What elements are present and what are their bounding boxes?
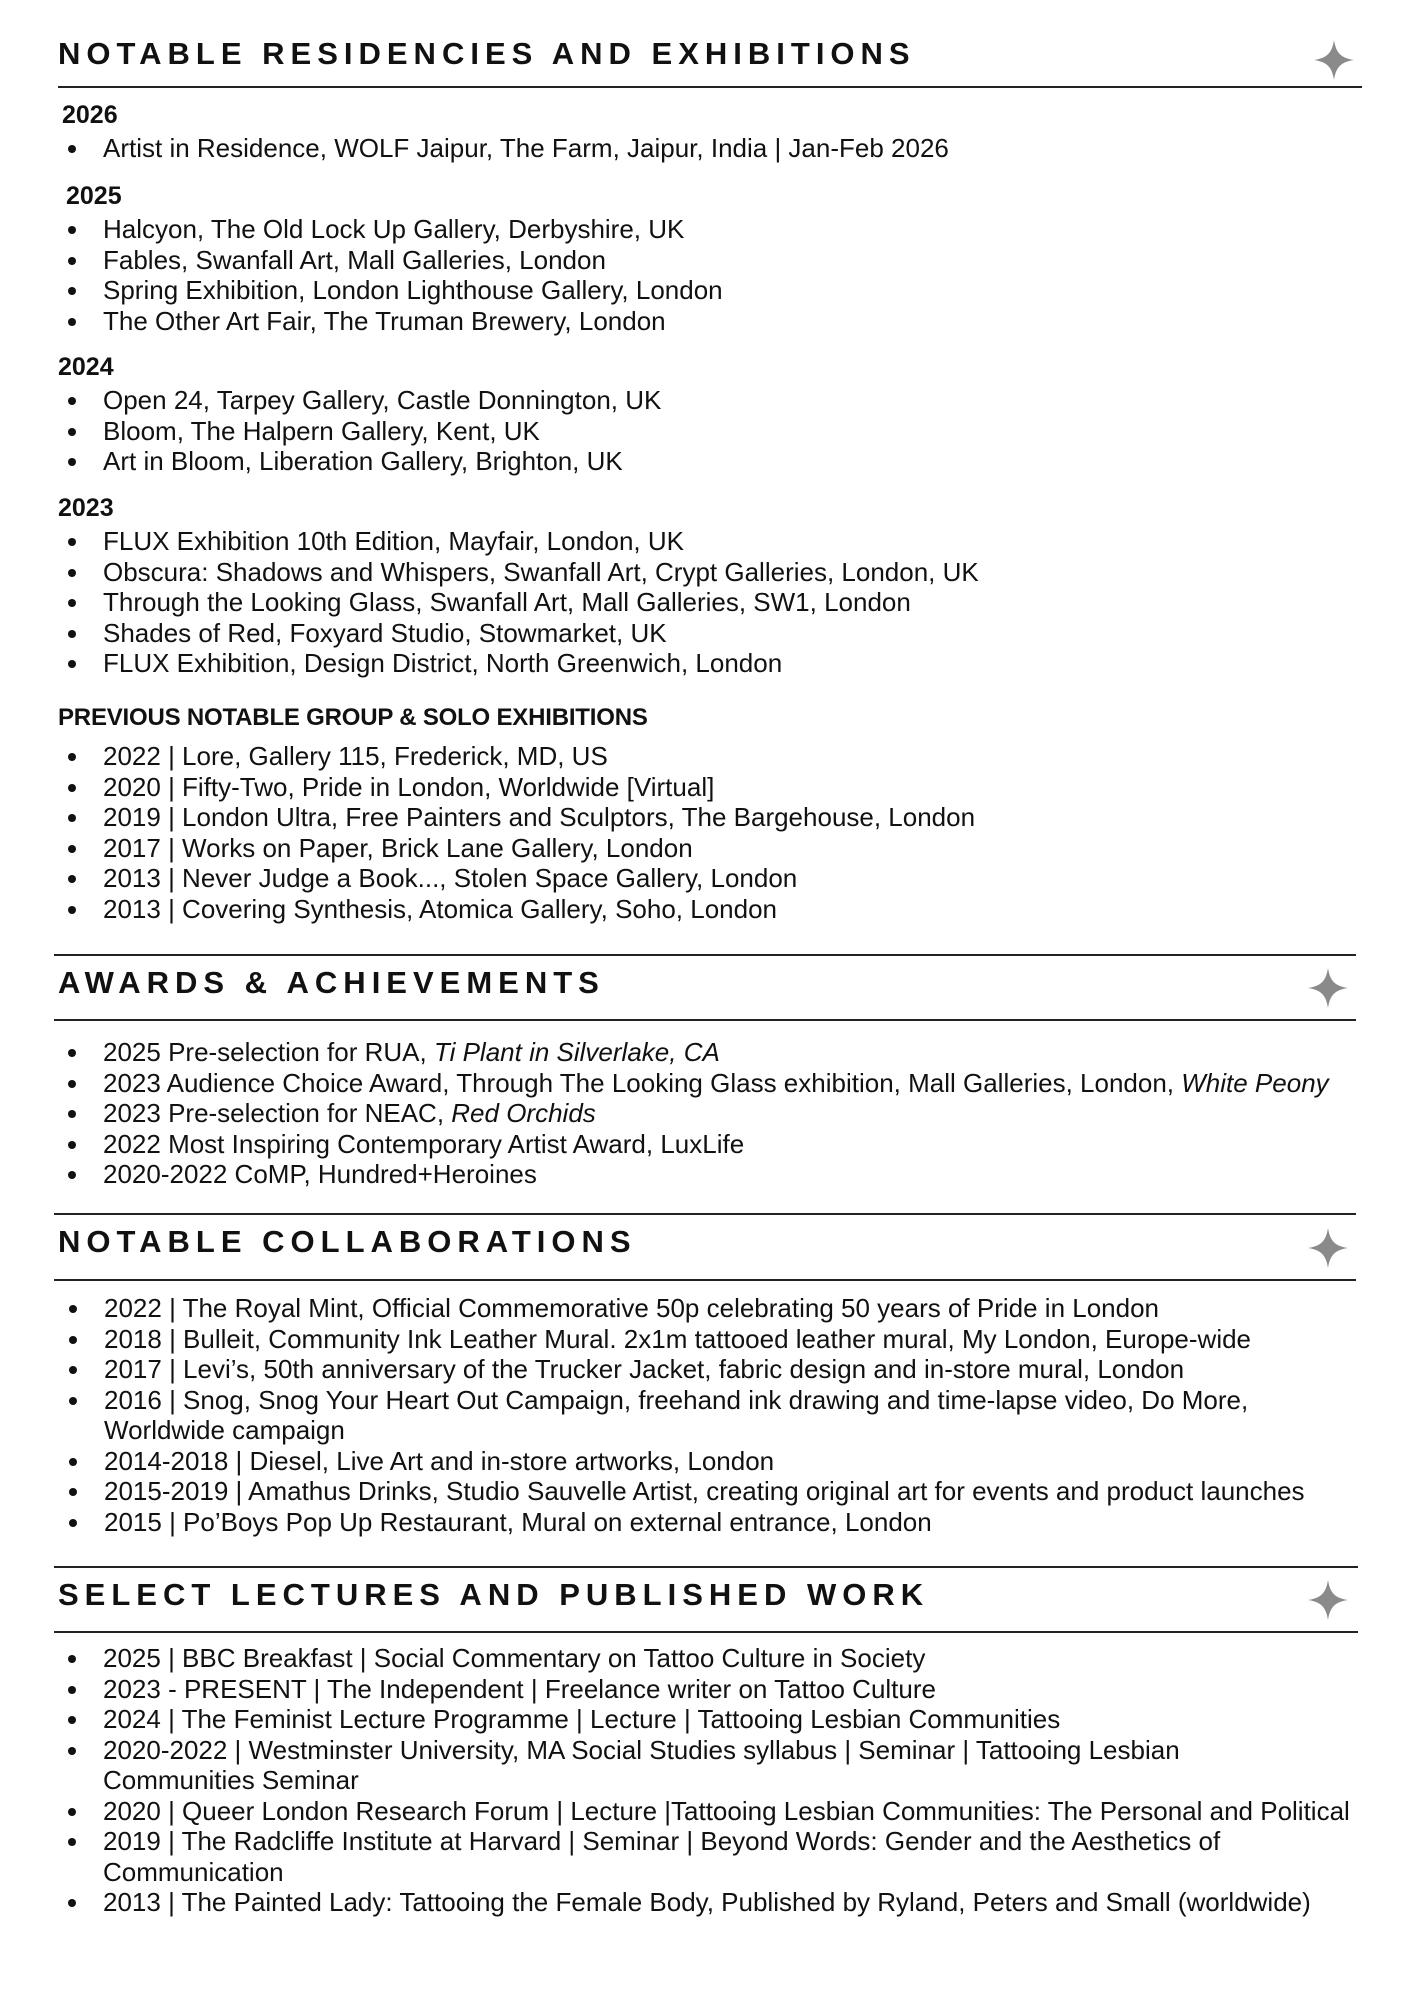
- list-item: Open 24, Tarpey Gallery, Castle Donnington, UK: [58, 385, 661, 416]
- subsection-title: PREVIOUS NOTABLE GROUP & SOLO EXHIBITIONS: [58, 704, 648, 731]
- section-header-collaborations: [58, 1224, 1360, 1280]
- four-point-star-icon: [1306, 1226, 1350, 1270]
- list-item: 2023 - PRESENT | The Independent | Freelance writer on Tattoo Culture: [58, 1674, 1358, 1705]
- list-item: 2024 | The Feminist Lecture Programme | Lecture | Tattooing Lesbian Communities: [58, 1704, 1358, 1735]
- section-title: SELECT LECTURES AND PUBLISHED WORK: [58, 1577, 930, 1612]
- list-item: 2020-2022 | Westminster University, MA Social Studies syllabus | Seminar | Tattooing Lesbian Communities Seminar: [58, 1735, 1323, 1796]
- list-item: [58, 1129, 1329, 1160]
- section-title: AWARDS & ACHIEVEMENTS: [58, 965, 605, 1000]
- list-2024: [58, 385, 661, 477]
- list-item: Obscura: Shadows and Whispers, Swanfall Art, Crypt Galleries, London, UK: [58, 557, 979, 588]
- list-item: 2013 | Never Judge a Book..., Stolen Space Gallery, London: [58, 863, 975, 894]
- list-item: 2020 | Fifty-Two, Pride in London, Worldwide [Virtual]: [58, 772, 975, 803]
- list-2025: [58, 214, 723, 336]
- award-text: 2022 Most Inspiring Contemporary Artist Award, LuxLife: [103, 1128, 745, 1159]
- list-item: 2019 | London Ultra, Free Painters and Sculptors, The Bargehouse, London: [58, 802, 975, 833]
- four-point-star-icon: [1312, 38, 1356, 82]
- list-item: 2015-2019 | Amathus Drinks, Studio Sauvelle Artist, creating original art for events and product launches: [59, 1476, 1359, 1507]
- list-2023: [58, 526, 979, 679]
- list-item: 2022 | Lore, Gallery 115, Frederick, MD, US: [58, 741, 975, 772]
- list-item: 2016 | Snog, Snog Your Heart Out Campaign, freehand ink drawing and time-lapse video, Do More, Worldwide campaign: [59, 1385, 1344, 1446]
- list-item: 2022 | The Royal Mint, Official Commemorative 50p celebrating 50 years of Pride in London: [59, 1293, 1359, 1324]
- section-header-residencies: [58, 36, 1362, 88]
- award-artwork-title: Ti Plant in Silverlake, CA: [433, 1037, 720, 1067]
- list-item: Fables, Swanfall Art, Mall Galleries, London: [58, 245, 723, 276]
- list-item: 2019 | The Radcliffe Institute at Harvard | Seminar | Beyond Words: Gender and the Aesthetics of Communication: [58, 1826, 1343, 1887]
- section-title: NOTABLE RESIDENCIES AND EXHIBITIONS: [58, 36, 916, 71]
- four-point-star-icon: [1306, 966, 1350, 1010]
- list-item: FLUX Exhibition 10th Edition, Mayfair, London, UK: [58, 526, 979, 557]
- award-artwork-title: White Peony: [1181, 1067, 1329, 1098]
- list-item: 2017 | Works on Paper, Brick Lane Gallery, London: [58, 833, 975, 864]
- award-text: 2020-2022 CoMP, Hundred+Heroines: [103, 1159, 537, 1189]
- section-title: NOTABLE COLLABORATIONS: [58, 1224, 637, 1259]
- list-previous-exhibitions: [58, 741, 975, 924]
- list-item: Artist in Residence, WOLF Jaipur, The Farm, Jaipur, India | Jan-Feb 2026: [58, 133, 949, 164]
- section-divider: [54, 1566, 1358, 1568]
- list-lectures: [58, 1643, 1358, 1918]
- award-text: 2023 Pre-selection for NEAC,: [103, 1098, 452, 1128]
- list-item: 2020 | Queer London Research Forum | Lecture |Tattooing Lesbian Communities: The Personal and Political: [58, 1796, 1363, 1827]
- list-item: [58, 1068, 1329, 1099]
- header-underline: [54, 1019, 1356, 1021]
- section-header-lectures: [58, 1577, 1362, 1633]
- award-artwork-title: Red Orchids: [451, 1098, 596, 1128]
- list-item: FLUX Exhibition, Design District, North Greenwich, London: [58, 648, 979, 679]
- list-item: [58, 1098, 1329, 1129]
- list-item: [58, 1037, 1329, 1068]
- section-divider: [54, 954, 1356, 956]
- list-2026: [58, 133, 949, 164]
- award-text: 2025 Pre-selection for RUA,: [103, 1037, 434, 1067]
- header-underline: [54, 1631, 1358, 1633]
- list-item: 2017 | Levi’s, 50th anniversary of the Trucker Jacket, fabric design and in-store mural, London: [59, 1354, 1359, 1385]
- year-heading: 2024: [58, 353, 114, 381]
- list-item: 2015 | Po’Boys Pop Up Restaurant, Mural on external entrance, London: [59, 1507, 1359, 1538]
- list-item: Halcyon, The Old Lock Up Gallery, Derbyshire, UK: [58, 214, 723, 245]
- year-heading: 2026: [62, 101, 118, 129]
- list-item: Spring Exhibition, London Lighthouse Gallery, London: [58, 275, 723, 306]
- award-text: 2023 Audience Choice Award, Through The Looking Glass exhibition, Mall Galleries, London,: [103, 1067, 1182, 1098]
- section-divider: [54, 1213, 1356, 1215]
- list-item: Shades of Red, Foxyard Studio, Stowmarket, UK: [58, 618, 979, 649]
- header-underline: [54, 1279, 1356, 1281]
- four-point-star-icon: [1306, 1578, 1350, 1622]
- list-item: Through the Looking Glass, Swanfall Art, Mall Galleries, SW1, London: [58, 587, 979, 618]
- list-item: Art in Bloom, Liberation Gallery, Brighton, UK: [58, 446, 661, 477]
- list-collaborations: [59, 1293, 1359, 1537]
- list-item: 2014-2018 | Diesel, Live Art and in-store artworks, London: [59, 1446, 1359, 1477]
- year-heading: 2025: [66, 182, 122, 210]
- section-header-awards: [58, 965, 1360, 1021]
- list-item: Bloom, The Halpern Gallery, Kent, UK: [58, 416, 661, 447]
- list-item: 2013 | Covering Synthesis, Atomica Gallery, Soho, London: [58, 894, 975, 925]
- list-awards: [58, 1037, 1329, 1190]
- list-item: 2013 | The Painted Lady: Tattooing the Female Body, Published by Ryland, Peters and Small (worldwide): [58, 1887, 1358, 1918]
- list-item: 2025 | BBC Breakfast | Social Commentary on Tattoo Culture in Society: [58, 1643, 1358, 1674]
- header-underline: [58, 86, 1362, 88]
- list-item: [58, 1159, 1329, 1190]
- year-heading: 2023: [58, 494, 114, 522]
- list-item: The Other Art Fair, The Truman Brewery, London: [58, 306, 723, 337]
- list-item: 2018 | Bulleit, Community Ink Leather Mural. 2x1m tattooed leather mural, My London, Europe-wide: [59, 1324, 1359, 1355]
